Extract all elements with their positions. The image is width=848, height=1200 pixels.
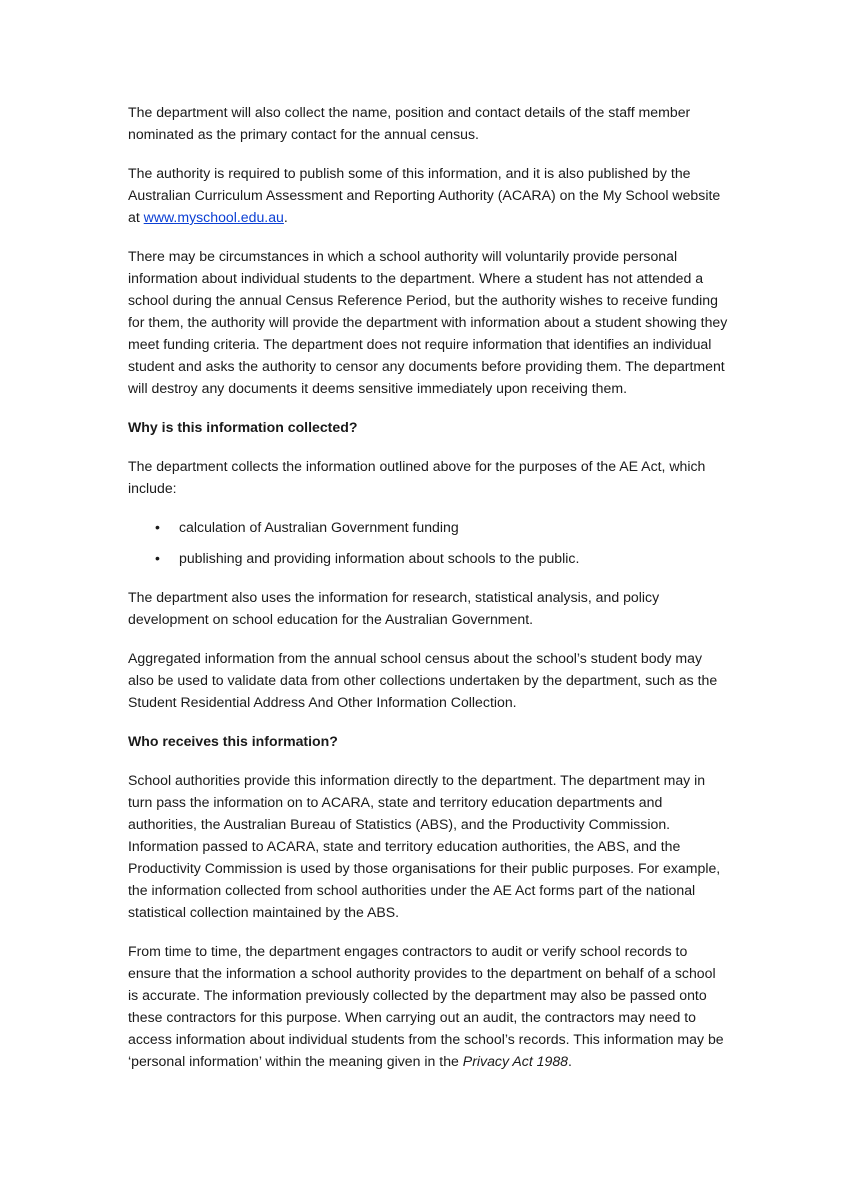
bullet-icon: • bbox=[155, 519, 160, 535]
contractors-period: . bbox=[568, 1053, 572, 1069]
paragraph-purposes: The department collects the information outlined above for the purposes of the AE Act, which include: bbox=[128, 458, 706, 496]
paragraph-primary-contact: The department will also collect the name, position and contact details of the staff member nominated as the primary contact for the annual census. bbox=[128, 104, 691, 142]
publication-period: . bbox=[283, 209, 288, 225]
publication-text: The authority is required to publish some of this information, and it is also published by the Australian Curriculum Assessment and Reporting Authority (ACARA) on the My School website at bbox=[128, 165, 721, 225]
paragraph-recipients: School authorities provide this information directly to the department. The department may in turn pass the information on to ACARA, state and territory education departments and authorities, the Australian Bureau of Statistics (ABS), and the Productivity Commission. Information passed to ACARA, state and territory education authorities, the ABS, and the Productivity Commission is used by those organisations for their public purposes. For example, the information collected from school authorities under the AE Act forms part of the national statistical collection maintained by the ABS. bbox=[128, 772, 721, 920]
list-item-text: calculation of Australian Government funding bbox=[179, 519, 459, 535]
list-item bbox=[128, 516, 728, 538]
heading-who-receives: Who receives this information? bbox=[128, 733, 338, 749]
contractors-text: From time to time, the department engages contractors to audit or verify school records to ensure that the information a school authority provides to the department on behalf of a school is accurate. The information previously collected by the department may also be passed onto these contractors for this purpose. When carrying out an audit, the contractors may need to access information about individual students from the school’s records. This information may be ‘personal information’ within the meaning given in the bbox=[128, 943, 724, 1069]
bullet-icon: • bbox=[155, 550, 160, 566]
paragraph-publication bbox=[128, 162, 728, 228]
paragraph-aggregated-info: Aggregated information from the annual school census about the school’s student body may also be used to validate data from other collections undertaken by the department, such as the Student Residential Address And Other Information Collection. bbox=[128, 650, 718, 710]
purposes-list bbox=[128, 516, 728, 569]
paragraph-contractors bbox=[128, 940, 728, 1072]
paragraph-voluntary-info: There may be circumstances in which a school authority will voluntarily provide personal information about individual students to the department. Where a student has not attended a school during the annual Census Reference Period, but the authority wishes to receive funding for them, the authority will provide the department with information about a student showing they meet funding criteria. The department does not require information that identifies an individual student and asks the authority to censor any documents before providing them. The department will destroy any documents it deems sensitive immediately upon receiving them. bbox=[128, 248, 728, 396]
list-item-text: publishing and providing information about schools to the public. bbox=[179, 550, 580, 566]
heading-why-collected: Why is this information collected? bbox=[128, 419, 358, 435]
list-item bbox=[128, 547, 728, 569]
paragraph-research-use: The department also uses the information for research, statistical analysis, and policy development on school education for the Australian Government. bbox=[128, 589, 660, 627]
myschool-link[interactable]: www.myschool.edu.au bbox=[143, 209, 284, 225]
document-page bbox=[128, 101, 728, 1089]
privacy-act-title: Privacy Act 1988 bbox=[462, 1053, 569, 1069]
